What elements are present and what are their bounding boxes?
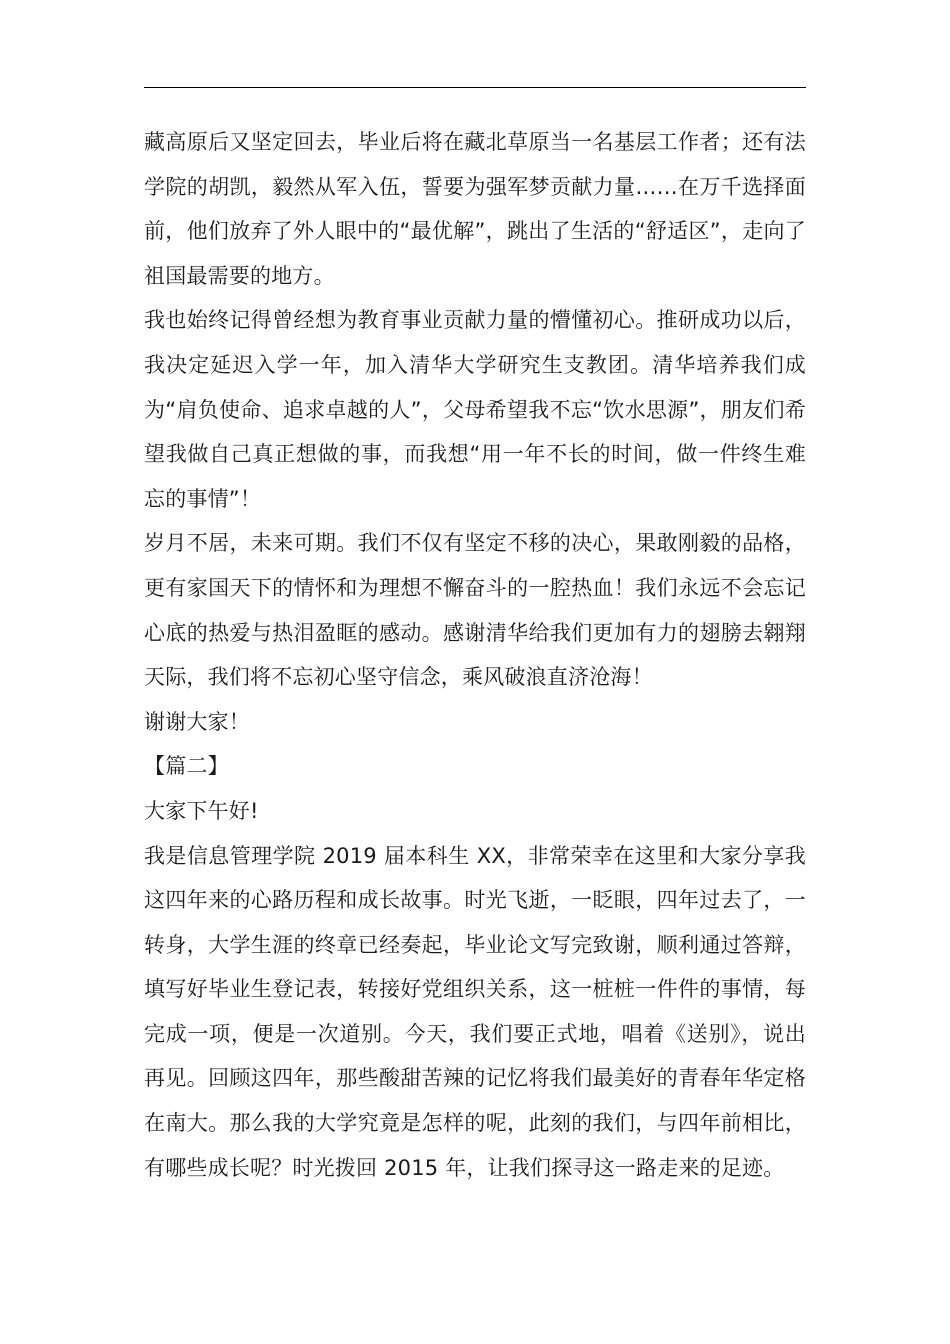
- paragraph-thanks: 谢谢大家！: [144, 709, 250, 734]
- paragraph-continued: 藏高原后又坚定回去，毕业后将在藏北草原当一名基层工作者；还有法学院的胡凯，毅然从军入伍，誓要为强军梦贡献力量……在万千选择面前，他们放弃了外人眼中的“最优解”，跳出了生活的“舒适区”，走向了祖国最需要的地方。: [144, 130, 806, 288]
- document-body: [144, 120, 806, 1190]
- paragraph-introduction: 我是信息管理学院 2019 届本科生 XX，非常荣幸在这里和大家分享我这四年来的心路历程和成长故事。时光飞逝，一眨眼，四年过去了，一转身，大学生涯的终章已经奏起，毕业论文写完致谢，顺利通过答辩，填写好毕业生登记表，转接好党组织关系，这一桩桩一件件的事情，每完成一项，便是一次道别。今天，我们要正式地，唱着《送别》，说出再见。回顾这四年，那些酸甜苦辣的记忆将我们最美好的青春年华定格在南大。那么我的大学究竟是怎样的呢，此刻的我们，与四年前相比，有哪些成长呢？时光拨回 2015 年，让我们探寻这一路走来的足迹。: [144, 843, 806, 1180]
- paragraph-greeting: 大家下午好!: [144, 798, 259, 823]
- paragraph-future: 岁月不居，未来可期。我们不仅有坚定不移的决心，果敢刚毅的品格，更有家国天下的情怀和为理想不懈奋斗的一腔热血！我们永远不会忘记心底的热爱与热泪盈眶的感动。感谢清华给我们更加有力的翅膀去翱翔天际，我们将不忘初心坚守信念，乘风破浪直济沧海！: [144, 531, 806, 690]
- header-rule: [144, 87, 806, 88]
- section-heading: 【篇二】: [144, 754, 229, 779]
- paragraph-initial-aspiration: 我也始终记得曾经想为教育事业贡献力量的懵懂初心。推研成功以后，我决定延迟入学一年，加入清华大学研究生支教团。清华培养我们成为“肩负使命、追求卓越的人”，父母希望我不忘“饮水思源”，朋友们希望我做自己真正想做的事，而我想“用一年不长的时间，做一件终生难忘的事情”！: [144, 308, 806, 511]
